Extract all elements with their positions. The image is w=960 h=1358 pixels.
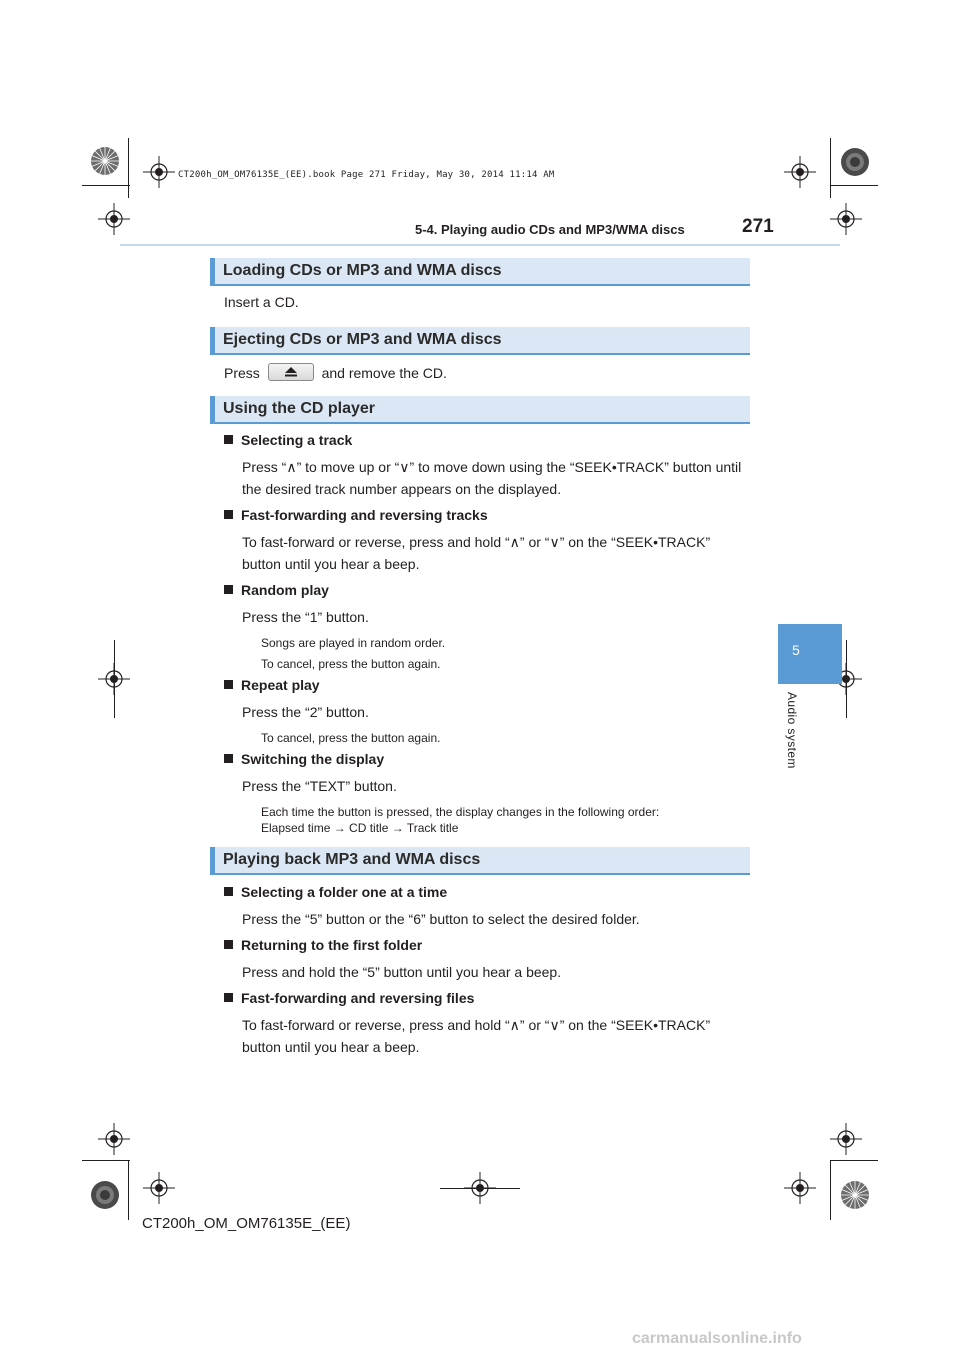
document-code: CT200h_OM_OM76135E_(EE) bbox=[142, 1215, 351, 1232]
printer-slug: CT200h_OM_OM76135E_(EE).book Page 271 Friday, May 30, 2014 11:14 AM bbox=[178, 170, 555, 180]
page-number: 271 bbox=[742, 216, 774, 237]
eject-text-after: and remove the CD. bbox=[321, 365, 447, 381]
item-body-fast-forward-tracks: To fast-forward or reverse, press and hold “∧” or “∨” on the “SEEK•TRACK” button until you hear a beep. bbox=[242, 534, 711, 572]
item-heading-selecting-folder: Selecting a folder one at a time bbox=[224, 884, 447, 900]
registration-mark-icon bbox=[98, 1123, 130, 1155]
registration-mark-icon bbox=[784, 156, 816, 188]
registration-mark-icon bbox=[143, 156, 175, 188]
eject-text-before: Press bbox=[224, 365, 260, 381]
section-heading-cd-player bbox=[210, 396, 750, 424]
loading-instruction: Insert a CD. bbox=[224, 294, 299, 310]
crop-line bbox=[830, 185, 878, 186]
item-heading-fast-forward-files: Fast-forwarding and reversing files bbox=[224, 990, 474, 1006]
note: Songs are played in random order. bbox=[261, 636, 446, 650]
eject-button bbox=[268, 363, 314, 381]
watermark: carmanualsonline.info bbox=[632, 1330, 802, 1347]
item-body-selecting-track: Press “∧” to move up or “∨” to move down using the “SEEK•TRACK” button until the desired track number appears on the displayed. bbox=[242, 459, 742, 497]
bullet-square-icon bbox=[224, 993, 233, 1002]
crop-line bbox=[128, 1160, 129, 1220]
note: To cancel, press the button again. bbox=[261, 731, 441, 745]
crop-line bbox=[440, 1188, 520, 1189]
item-heading-switching-display: Switching the display bbox=[224, 751, 384, 767]
crop-line bbox=[830, 1160, 831, 1220]
chapter-tab bbox=[778, 624, 842, 684]
item-heading-selecting-track: Selecting a track bbox=[224, 432, 352, 448]
section-heading-mp3 bbox=[210, 847, 750, 875]
item-body-fast-forward-files: To fast-forward or reverse, press and hold “∧” or “∨” on the “SEEK•TRACK” button until you hear a beep. bbox=[242, 1017, 711, 1055]
section-title: Ejecting CDs or MP3 and WMA discs bbox=[223, 331, 502, 348]
crop-line bbox=[846, 640, 847, 718]
section-title: Loading CDs or MP3 and WMA discs bbox=[223, 262, 502, 279]
color-wheel-icon bbox=[840, 147, 870, 177]
eject-icon bbox=[285, 367, 297, 377]
section-title: Using the CD player bbox=[223, 400, 376, 417]
color-wheel-icon bbox=[90, 1180, 120, 1210]
crop-line bbox=[82, 185, 130, 186]
color-wheel-icon bbox=[840, 1180, 870, 1210]
registration-mark-icon bbox=[830, 1123, 862, 1155]
item-body-selecting-folder: Press the “5” button or the “6” button to select the desired folder. bbox=[242, 911, 640, 927]
item-heading-random-play: Random play bbox=[224, 582, 329, 598]
eject-instruction bbox=[224, 363, 447, 381]
section-heading-loading bbox=[210, 258, 750, 286]
item-body-first-folder: Press and hold the “5” button until you hear a beep. bbox=[242, 964, 562, 980]
registration-mark-icon bbox=[98, 203, 130, 235]
item-body-random-play: Press the “1” button. bbox=[242, 609, 369, 625]
crop-line bbox=[128, 138, 129, 198]
crop-line bbox=[114, 640, 115, 718]
registration-mark-icon bbox=[830, 203, 862, 235]
section-title: Playing back MP3 and WMA discs bbox=[223, 851, 481, 868]
bullet-square-icon bbox=[224, 435, 233, 444]
crop-line bbox=[830, 138, 831, 198]
section-heading-ejecting bbox=[210, 327, 750, 355]
running-header: 5-4. Playing audio CDs and MP3/WMA discs bbox=[415, 222, 685, 237]
note: To cancel, press the button again. bbox=[261, 657, 441, 671]
chapter-number: 5 bbox=[792, 642, 800, 658]
crop-line bbox=[82, 1160, 130, 1161]
bullet-square-icon bbox=[224, 887, 233, 896]
item-heading-first-folder: Returning to the first folder bbox=[224, 937, 422, 953]
bullet-square-icon bbox=[224, 940, 233, 949]
note: Each time the button is pressed, the display changes in the following order: bbox=[261, 805, 660, 819]
item-heading-repeat-play: Repeat play bbox=[224, 677, 320, 693]
chapter-title: Audio system bbox=[785, 692, 799, 769]
color-wheel-icon bbox=[90, 146, 120, 176]
registration-mark-icon bbox=[143, 1172, 175, 1204]
crop-line bbox=[830, 1160, 878, 1161]
bullet-square-icon bbox=[224, 680, 233, 689]
item-body-switching-display: Press the “TEXT” button. bbox=[242, 778, 397, 794]
bullet-square-icon bbox=[224, 510, 233, 519]
header-rule bbox=[120, 244, 840, 246]
item-body-repeat-play: Press the “2” button. bbox=[242, 704, 369, 720]
note: Elapsed time → CD title → Track title bbox=[261, 821, 459, 835]
bullet-square-icon bbox=[224, 585, 233, 594]
item-heading-fast-forward-tracks: Fast-forwarding and reversing tracks bbox=[224, 507, 488, 523]
registration-mark-icon bbox=[784, 1172, 816, 1204]
bullet-square-icon bbox=[224, 754, 233, 763]
